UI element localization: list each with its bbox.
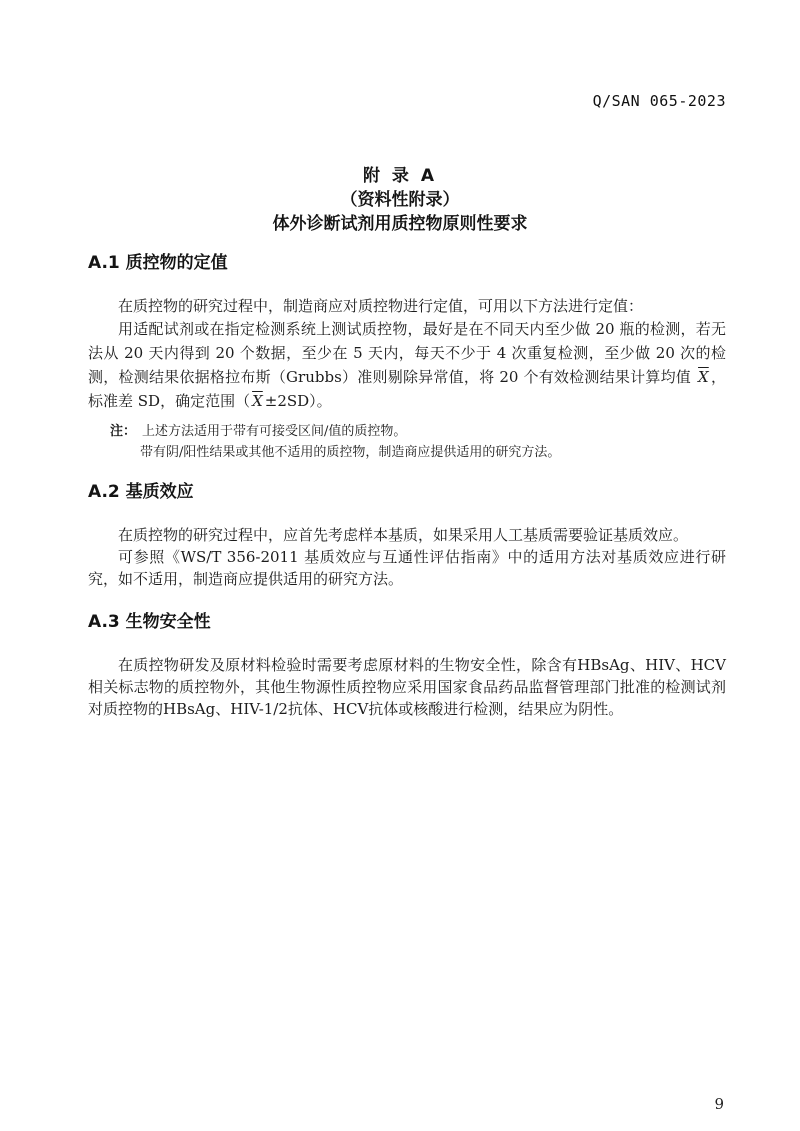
section-a1-heading: A.1 质控物的定值	[88, 253, 228, 273]
section-a1-note	[110, 421, 726, 463]
appendix-subject-title: 体外诊断试剂用质控物原则性要求	[272, 214, 528, 234]
a1-para2-text-2: ，标准差 SD，确定范围（	[88, 368, 726, 410]
x-bar-mean-symbol: $\overline{X}$	[698, 368, 709, 386]
document-reference: Q/SAN 065-2023	[592, 92, 726, 110]
section-a2-paragraph-1: 在质控物的研究过程中，应首先考虑样本基质，如果采用人工基质需要验证基质效应。	[118, 526, 689, 544]
section-a2	[88, 481, 726, 590]
section-a1	[88, 252, 726, 463]
x-bar-mean-symbol: $\overline{X}$	[252, 392, 263, 410]
note-text-1: 上述方法适用于带有可接受区间/值的质控物。	[142, 424, 407, 439]
note-line-1	[110, 421, 726, 442]
appendix-type-label: （资料性附录）	[340, 190, 460, 210]
a1-para2-text-1: 用适配试剂或在指定检测系统上测试质控物，最好是在不同天内至少做 20 瓶的检测，若无法从 20 天内得到 20 个数据，至少在 5 天内，每天不少于 4 次重复检测，至少做 20 次的检测，检测结果依据格拉布斯（Grubbs）准则剔除异常值，将 20 个有效检测结果计算均值	[88, 320, 726, 386]
section-a1-paragraph-2	[88, 317, 726, 413]
section-a3-paragraph-1: 在质控物研发及原材料检验时需要考虑原材料的生物安全性，除含有HBsAg、HIV、HCV相关标志物的质控物外，其他生物源性质控物应采用国家食品药品监督管理部门批准的检测试剂对质控物的HBsAg、HIV-1/2抗体、HCV抗体或核酸进行检测，结果应为阴性。	[88, 656, 726, 718]
section-a1-paragraph-1: 在质控物的研究过程中，制造商应对质控物进行定值，可用以下方法进行定值：	[118, 297, 644, 315]
section-a3	[88, 611, 726, 720]
note-label: 注：	[110, 424, 137, 439]
section-a3-heading: A.3 生物安全性	[88, 612, 211, 632]
section-a2-paragraph-2: 可参照《WS/T 356-2011 基质效应与互通性评估指南》中的适用方法对基质效应进行研究，如不适用，制造商应提供适用的研究方法。	[88, 548, 726, 588]
a1-para2-text-3: ±2SD）。	[264, 392, 332, 410]
note-line-2: 带有阴/阳性结果或其他不适用的质控物，制造商应提供适用的研究方法。	[140, 445, 561, 460]
appendix-title-block	[0, 164, 800, 236]
page-number: 9	[714, 1095, 724, 1113]
section-a2-heading: A.2 基质效应	[88, 482, 194, 502]
appendix-title: 附 录 A	[363, 166, 437, 186]
